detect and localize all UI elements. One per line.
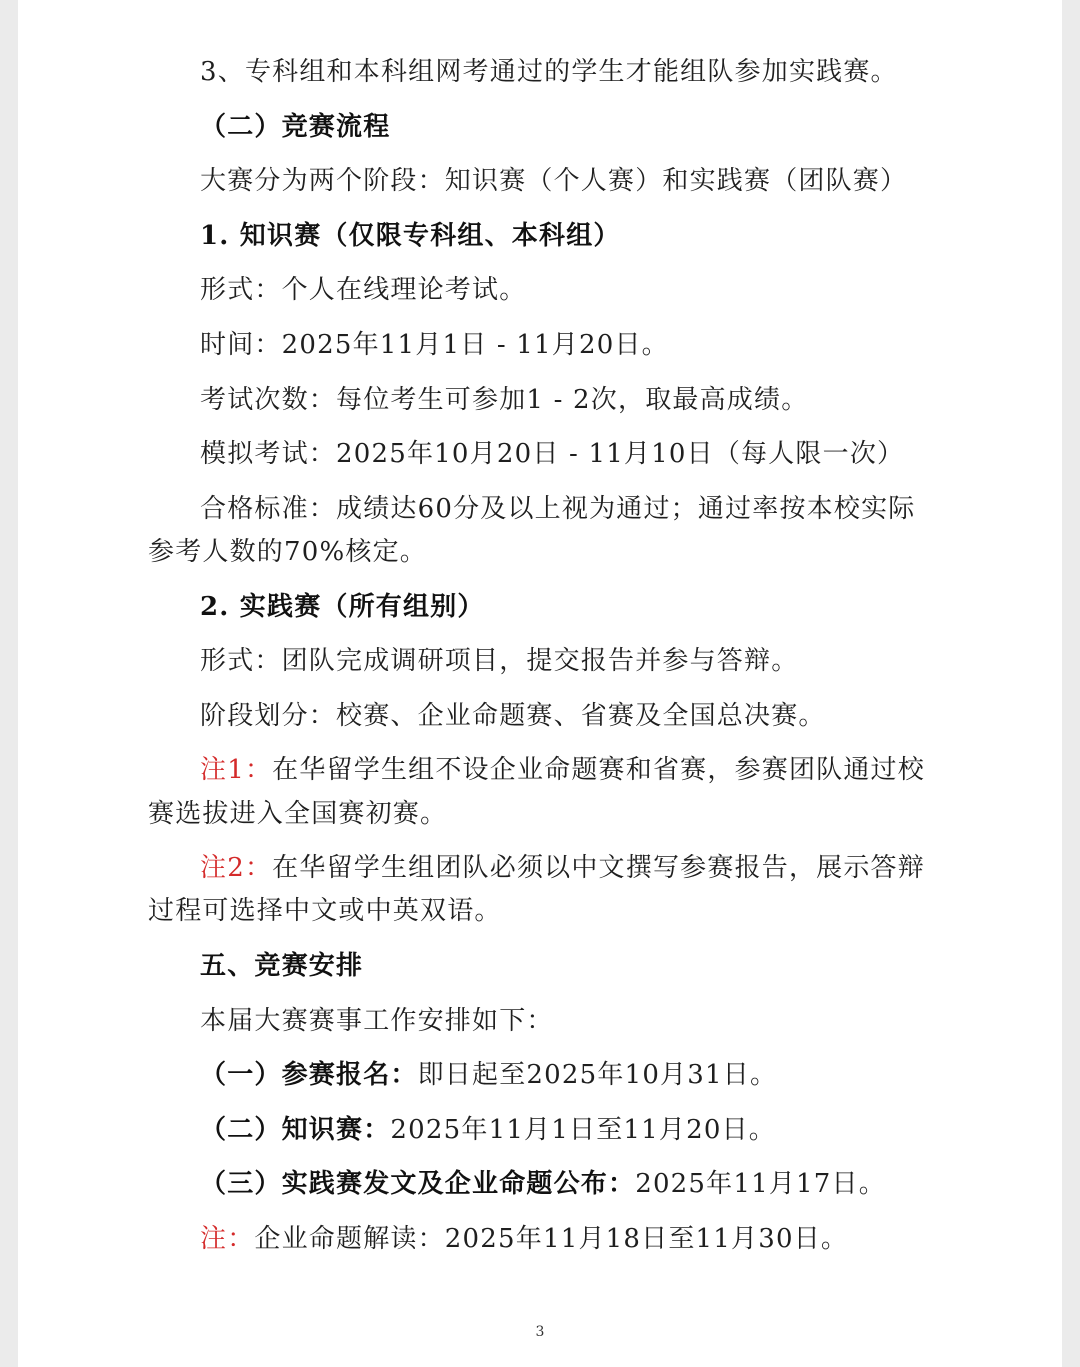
schedule-note-label: 注： bbox=[200, 1223, 255, 1254]
note-2-line1: 在华留学生组团队必须以中文撰写参赛报告，展示答辩 bbox=[272, 853, 925, 884]
note-2-label: 注2： bbox=[200, 853, 273, 884]
schedule-item-label: （一）参赛报名： bbox=[200, 1060, 418, 1091]
knowledge-heading: 1. 知识赛（仅限专科组、本科组） bbox=[200, 220, 621, 251]
stages-intro: 大赛分为两个阶段：知识赛（个人赛）和实践赛（团队赛） bbox=[200, 166, 908, 197]
pass-standard-line2: 参考人数的70%核定。 bbox=[148, 536, 427, 567]
note-1-label: 注1： bbox=[200, 755, 273, 786]
team-rule-line: 3、专科组和本科组网考通过的学生才能组队参加实践赛。 bbox=[200, 57, 898, 87]
schedule-item-value: 2025年11月17日。 bbox=[635, 1169, 886, 1200]
page-number: 3 bbox=[535, 1324, 545, 1340]
schedule-item-label: （二）知识赛： bbox=[200, 1114, 391, 1145]
knowledge-attempts: 考试次数：每位考生可参加1 - 2次，取最高成绩。 bbox=[200, 384, 809, 415]
note-2-line2: 过程可选择中文或中英双语。 bbox=[148, 896, 502, 927]
pass-standard-line1: 合格标准：成绩达60分及以上视为通过；通过率按本校实际 bbox=[200, 493, 916, 524]
schedule-item-registration bbox=[148, 1054, 1028, 1097]
knowledge-format: 形式：个人在线理论考试。 bbox=[200, 275, 527, 306]
practice-heading: 2. 实践赛（所有组别） bbox=[200, 591, 485, 622]
knowledge-time: 时间：2025年11月1日 - 11月20日。 bbox=[200, 329, 669, 360]
schedule-intro: 本届大赛赛事工作安排如下： bbox=[200, 1005, 554, 1036]
section-heading-process: （二）竞赛流程 bbox=[200, 111, 391, 142]
schedule-item-practice-release bbox=[148, 1163, 1028, 1206]
document-page bbox=[18, 0, 1062, 1367]
knowledge-pass-standard bbox=[148, 488, 1028, 574]
practice-format: 形式：团队完成调研项目，提交报告并参与答辩。 bbox=[200, 646, 799, 677]
note-1-line1: 在华留学生组不设企业命题赛和省赛，参赛团队通过校 bbox=[272, 755, 925, 786]
practice-note-1 bbox=[148, 749, 1028, 835]
note-1-line2: 赛选拔进入全国赛初赛。 bbox=[148, 798, 448, 829]
schedule-item-knowledge bbox=[148, 1109, 1028, 1152]
schedule-note-text: 企业命题解读：2025年11月18日至11月30日。 bbox=[254, 1223, 849, 1254]
schedule-note bbox=[148, 1218, 1028, 1261]
page-content bbox=[148, 51, 1028, 1272]
schedule-item-value: 2025年11月1日至11月20日。 bbox=[390, 1114, 776, 1145]
practice-note-2 bbox=[148, 847, 1028, 933]
schedule-heading: 五、竞赛安排 bbox=[200, 950, 364, 981]
schedule-item-label: （三）实践赛发文及企业命题公布： bbox=[200, 1169, 636, 1200]
schedule-item-value: 即日起至2025年10月31日。 bbox=[417, 1060, 778, 1091]
knowledge-mock-exam: 模拟考试：2025年10月20日 - 11月10日（每人限一次） bbox=[200, 439, 905, 470]
practice-phases: 阶段划分：校赛、企业命题赛、省赛及全国总决赛。 bbox=[200, 700, 826, 731]
